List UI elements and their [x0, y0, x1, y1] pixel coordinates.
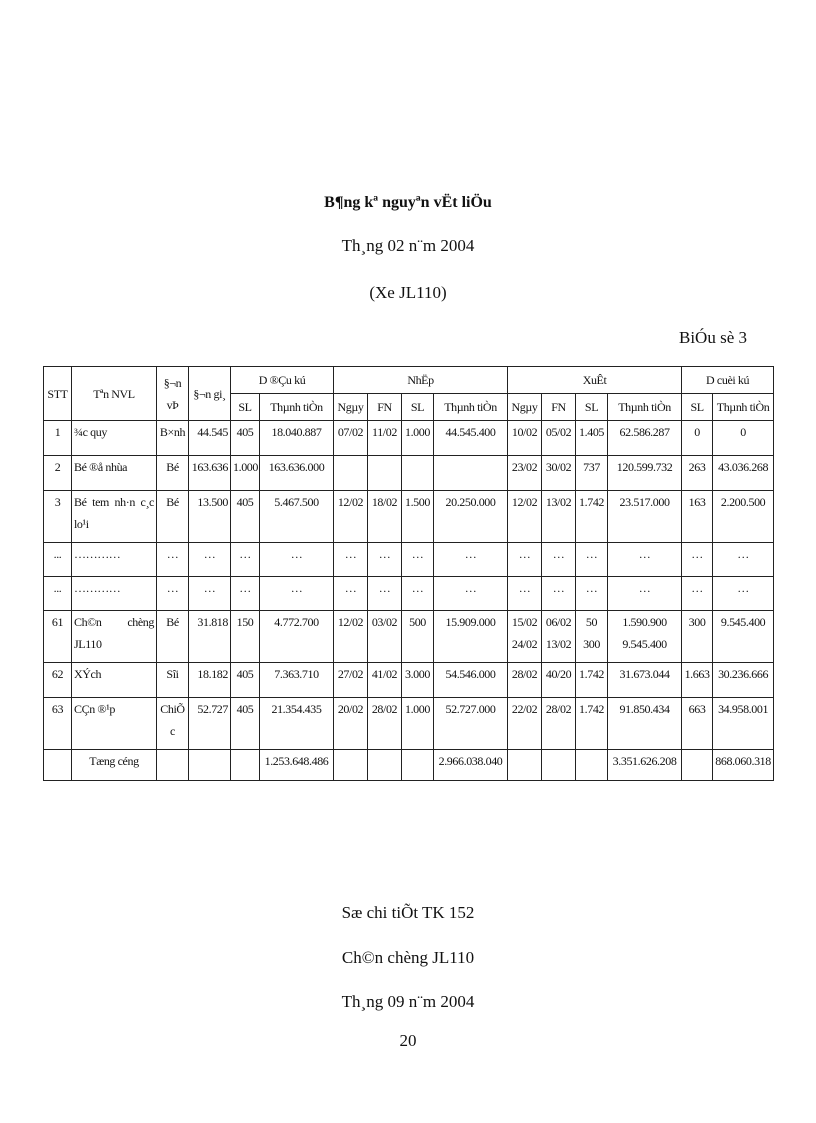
table-row — [44, 663, 774, 698]
ledger-month: Th¸ng 09 n¨m 2004 — [341, 992, 475, 1011]
cell-out-sl: … — [576, 543, 608, 577]
cell-name: ………… — [72, 577, 157, 611]
cell-out-amount: 23.517.000 — [608, 491, 682, 543]
cell-total-unit — [157, 750, 189, 781]
material-ledger-table — [43, 366, 774, 781]
cell-open-amount: 4.772.700 — [260, 611, 334, 663]
cell-open-amount: … — [260, 543, 334, 577]
cell-unit: Bé — [157, 456, 189, 491]
col-export: XuÊt — [508, 367, 682, 394]
cell-stt: 61 — [44, 611, 72, 663]
cell-in-sl — [402, 456, 434, 491]
cell-out-fn: 30/02 — [542, 456, 576, 491]
cell-open-sl: 405 — [231, 698, 260, 750]
cell-name-line2: lo¹i — [74, 517, 89, 531]
cell-close-amount: 0 — [713, 421, 774, 456]
col-in-sl: SL — [402, 394, 434, 421]
col-in-fn: FN — [368, 394, 402, 421]
cell-name — [72, 611, 157, 663]
table-row — [44, 698, 774, 750]
col-import: NhËp — [334, 367, 508, 394]
cell-out-date: 23/02 — [508, 456, 542, 491]
cell-stt: 62 — [44, 663, 72, 698]
table-row — [44, 611, 774, 663]
cell-in-amount: 15.909.000 — [434, 611, 508, 663]
cell-stt: 1 — [44, 421, 72, 456]
cell-name-line1: Ch©n chèng — [74, 615, 154, 629]
table-row — [44, 491, 774, 543]
cell-out-fn-line2: 13/02 — [545, 637, 572, 651]
cell-in-sl: 1.500 — [402, 491, 434, 543]
col-in-date: Ngµy — [334, 394, 368, 421]
cell-in-date — [334, 456, 368, 491]
document-vehicle: (Xe JL110) — [369, 283, 447, 302]
cell-name-line2: JL110 — [74, 637, 102, 651]
cell-in-sl: 500 — [402, 611, 434, 663]
table-row — [44, 543, 774, 577]
cell-name-line1: Bé tem nh·n c¸c — [74, 495, 154, 509]
cell-in-fn: 18/02 — [368, 491, 402, 543]
cell-in-date: … — [334, 577, 368, 611]
cell-stt: 3 — [44, 491, 72, 543]
cell-unit: Bé — [157, 611, 189, 663]
cell-total-in-amount: 2.966.038.040 — [434, 750, 508, 781]
cell-out-sl — [576, 611, 608, 663]
cell-total-close-sl — [682, 750, 713, 781]
cell-close-amount: 43.036.268 — [713, 456, 774, 491]
cell-in-fn: 11/02 — [368, 421, 402, 456]
cell-out-amount: … — [608, 543, 682, 577]
cell-out-sl: 1.742 — [576, 698, 608, 750]
cell-out-fn: 40/20 — [542, 663, 576, 698]
col-in-amount: Thµnh tiÒn — [434, 394, 508, 421]
cell-out-sl: 1.742 — [576, 663, 608, 698]
cell-stt: ... — [44, 543, 72, 577]
col-price: §¬n gi¸ — [189, 367, 231, 421]
cell-open-amount: 7.363.710 — [260, 663, 334, 698]
col-closing: D cuèi kú — [682, 367, 774, 394]
cell-out-amount-line2: 9.545.400 — [622, 637, 667, 651]
cell-open-amount: 163.636.000 — [260, 456, 334, 491]
cell-close-amount: … — [713, 577, 774, 611]
cell-price: 31.818 — [189, 611, 231, 663]
cell-open-sl: 150 — [231, 611, 260, 663]
cell-price: 13.500 — [189, 491, 231, 543]
cell-stt: 63 — [44, 698, 72, 750]
cell-out-date: … — [508, 577, 542, 611]
cell-total-out-amount: 3.351.626.208 — [608, 750, 682, 781]
cell-total-out-date — [508, 750, 542, 781]
cell-unit-line2: c — [170, 724, 175, 738]
cell-in-amount: 20.250.000 — [434, 491, 508, 543]
cell-close-sl: … — [682, 543, 713, 577]
cell-open-sl: 405 — [231, 663, 260, 698]
cell-name: XÝch — [72, 663, 157, 698]
cell-out-sl-line1: 50 — [585, 615, 598, 629]
cell-in-amount — [434, 456, 508, 491]
cell-open-amount: 21.354.435 — [260, 698, 334, 750]
col-unit-line2: vÞ — [166, 397, 179, 412]
cell-price: 44.545 — [189, 421, 231, 456]
col-out-amount: Thµnh tiÒn — [608, 394, 682, 421]
cell-out-sl-line2: 300 — [583, 637, 600, 651]
cell-out-amount: 91.850.434 — [608, 698, 682, 750]
cell-close-amount: 30.236.666 — [713, 663, 774, 698]
cell-open-sl: 1.000 — [231, 456, 260, 491]
cell-open-amount: … — [260, 577, 334, 611]
col-open-amount: Thµnh tiÒn — [260, 394, 334, 421]
col-unit-line1: §¬n — [163, 375, 182, 390]
cell-open-sl: … — [231, 577, 260, 611]
cell-price: 163.636 — [189, 456, 231, 491]
cell-open-amount: 18.040.887 — [260, 421, 334, 456]
cell-close-amount: … — [713, 543, 774, 577]
col-open-sl: SL — [231, 394, 260, 421]
cell-out-fn — [542, 611, 576, 663]
cell-open-sl: 405 — [231, 491, 260, 543]
cell-out-sl: 1.742 — [576, 491, 608, 543]
cell-in-sl: … — [402, 543, 434, 577]
ledger-title: Sæ chi tiÕt TK 152 — [341, 903, 475, 922]
cell-out-fn: 05/02 — [542, 421, 576, 456]
cell-in-amount: … — [434, 577, 508, 611]
cell-unit: B×nh — [157, 421, 189, 456]
col-name: Tªn NVL — [72, 367, 157, 421]
cell-name: Bé ®å nhùa — [72, 456, 157, 491]
col-stt: STT — [44, 367, 72, 421]
cell-name: ¾c quy — [72, 421, 157, 456]
cell-price: 52.727 — [189, 698, 231, 750]
cell-open-sl: 405 — [231, 421, 260, 456]
cell-unit: … — [157, 543, 189, 577]
cell-price: … — [189, 543, 231, 577]
form-number: BiÓu sè 3 — [679, 328, 747, 347]
cell-in-fn: 03/02 — [368, 611, 402, 663]
cell-out-amount: … — [608, 577, 682, 611]
cell-out-date-line1: 15/02 — [511, 615, 538, 629]
cell-in-fn: 41/02 — [368, 663, 402, 698]
cell-unit: Bé — [157, 491, 189, 543]
cell-name: CÇn ®¹p — [72, 698, 157, 750]
col-out-date: Ngµy — [508, 394, 542, 421]
cell-out-fn: 28/02 — [542, 698, 576, 750]
cell-out-sl: … — [576, 577, 608, 611]
col-opening: D ®Çu kú — [231, 367, 334, 394]
cell-out-fn-line1: 06/02 — [545, 615, 572, 629]
cell-stt: 2 — [44, 456, 72, 491]
cell-total-label: Tæng céng — [72, 750, 157, 781]
cell-out-date: … — [508, 543, 542, 577]
cell-in-amount: 54.546.000 — [434, 663, 508, 698]
cell-close-amount: 34.958.001 — [713, 698, 774, 750]
cell-name — [72, 491, 157, 543]
document-title: B¶ng kª nguyªn vËt liÖu — [324, 194, 492, 211]
cell-open-sl: … — [231, 543, 260, 577]
table-row — [44, 421, 774, 456]
cell-close-sl: 263 — [682, 456, 713, 491]
cell-out-fn: 13/02 — [542, 491, 576, 543]
cell-in-fn: 28/02 — [368, 698, 402, 750]
cell-in-date: 12/02 — [334, 491, 368, 543]
cell-total-in-date — [334, 750, 368, 781]
cell-open-amount: 5.467.500 — [260, 491, 334, 543]
cell-out-amount — [608, 611, 682, 663]
total-row — [44, 750, 774, 781]
cell-name: ………… — [72, 543, 157, 577]
cell-in-date: 20/02 — [334, 698, 368, 750]
table-row — [44, 456, 774, 491]
col-close-sl: SL — [682, 394, 713, 421]
cell-in-date: 27/02 — [334, 663, 368, 698]
cell-total-stt — [44, 750, 72, 781]
cell-close-sl: … — [682, 577, 713, 611]
col-close-amount: Thµnh tiÒn — [713, 394, 774, 421]
cell-total-open-amount: 1.253.648.486 — [260, 750, 334, 781]
cell-out-date: 28/02 — [508, 663, 542, 698]
cell-total-in-fn — [368, 750, 402, 781]
cell-out-sl: 737 — [576, 456, 608, 491]
cell-unit — [157, 698, 189, 750]
cell-in-date: 12/02 — [334, 611, 368, 663]
cell-in-date: 07/02 — [334, 421, 368, 456]
cell-in-amount: 52.727.000 — [434, 698, 508, 750]
table-row — [44, 577, 774, 611]
cell-out-sl: 1.405 — [576, 421, 608, 456]
cell-price: … — [189, 577, 231, 611]
ledger-item: Ch©n chèng JL110 — [341, 948, 475, 967]
cell-total-close-amount: 868.060.318 — [713, 750, 774, 781]
cell-out-amount-line1: 1.590.900 — [622, 615, 667, 629]
header-row-top — [44, 367, 774, 394]
cell-stt: ... — [44, 577, 72, 611]
cell-total-open-sl — [231, 750, 260, 781]
cell-out-date: 12/02 — [508, 491, 542, 543]
cell-total-out-sl — [576, 750, 608, 781]
cell-in-sl: 1.000 — [402, 421, 434, 456]
cell-unit: Sîi — [157, 663, 189, 698]
cell-close-sl: 300 — [682, 611, 713, 663]
cell-in-fn — [368, 456, 402, 491]
cell-out-amount: 120.599.732 — [608, 456, 682, 491]
cell-out-fn: … — [542, 577, 576, 611]
cell-total-in-sl — [402, 750, 434, 781]
cell-out-date: 10/02 — [508, 421, 542, 456]
cell-out-fn: … — [542, 543, 576, 577]
cell-close-sl: 663 — [682, 698, 713, 750]
document-month: Th¸ng 02 n¨m 2004 — [341, 236, 475, 255]
page-number: 20 — [399, 1031, 417, 1050]
cell-out-date — [508, 611, 542, 663]
cell-total-out-fn — [542, 750, 576, 781]
cell-in-amount: … — [434, 543, 508, 577]
col-out-fn: FN — [542, 394, 576, 421]
cell-in-sl: 3.000 — [402, 663, 434, 698]
cell-out-date: 22/02 — [508, 698, 542, 750]
cell-total-price — [189, 750, 231, 781]
cell-close-amount: 9.545.400 — [713, 611, 774, 663]
cell-in-fn: … — [368, 543, 402, 577]
cell-in-date: … — [334, 543, 368, 577]
cell-out-date-line2: 24/02 — [511, 637, 538, 651]
col-unit — [157, 367, 189, 421]
cell-out-amount: 31.673.044 — [608, 663, 682, 698]
cell-in-fn: … — [368, 577, 402, 611]
cell-close-sl: 0 — [682, 421, 713, 456]
cell-price: 18.182 — [189, 663, 231, 698]
cell-unit: … — [157, 577, 189, 611]
cell-close-sl: 163 — [682, 491, 713, 543]
cell-close-sl: 1.663 — [682, 663, 713, 698]
cell-in-sl: 1.000 — [402, 698, 434, 750]
cell-in-amount: 44.545.400 — [434, 421, 508, 456]
cell-out-amount: 62.586.287 — [608, 421, 682, 456]
cell-unit-line1: ChiÕ — [160, 702, 185, 716]
cell-close-amount: 2.200.500 — [713, 491, 774, 543]
col-out-sl: SL — [576, 394, 608, 421]
cell-in-sl: … — [402, 577, 434, 611]
